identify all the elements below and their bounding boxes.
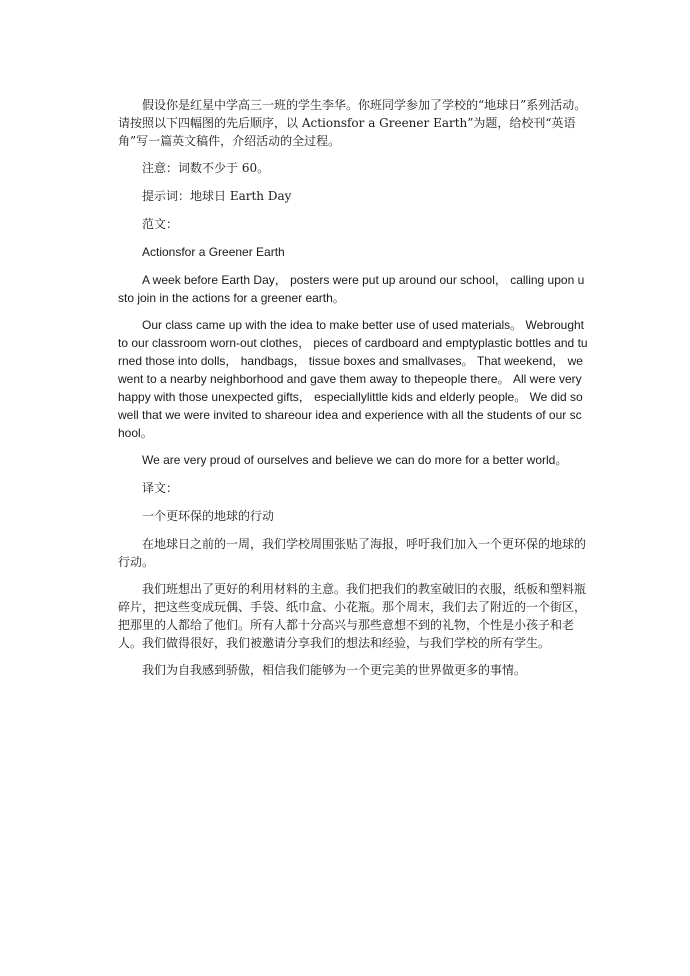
translation-title: 一个更环保的地球的行动 (142, 509, 275, 523)
model-essay-title: Actionsfor a Greener Earth (142, 245, 285, 259)
model-paragraph-3: We are very proud of ourselves and believe we can do more for a better world。 (142, 453, 568, 467)
translation-paragraph-2: 我们班想出了更好的利用材料的主意。我们把我们的教室破旧的衣服，纸板和塑料瓶碎片，把这些变成玩偶、手袋、纸巾盒、小花瓶。那个周末，我们去了附近的一个街区，把那里的人都给了他们。所有人都十分高兴与那些意想不到的礼物，个性是小孩子和老人。我们做得很好，我们被邀请分享我们的想法和经验，与我们学校的所有学生。 (118, 582, 587, 650)
translation-label: 译文： (142, 481, 179, 495)
translation-paragraph-1: 在地球日之前的一周，我们学校周围张贴了海报，呼吁我们加入一个更环保的地球的行动。 (118, 537, 587, 569)
hint-line: 提示词：地球日 Earth Day (142, 189, 292, 203)
translation-paragraph-3: 我们为自我感到骄傲，相信我们能够为一个更完美的世界做更多的事情。 (142, 663, 527, 677)
document-page (118, 96, 588, 688)
prompt-paragraph: 假设你是红星中学高三一班的学生李华。你班同学参加了学校的“地球日”系列活动。请按照以下四幅图的先后顺序，以 Actionsfor a Greener Earth”为题，给校刊“英语角”写一篇英文稿件，介绍活动的全过程。 (118, 98, 587, 148)
model-paragraph-1: A week before Earth Day， posters were put up around our school， calling upon usto join in the actions for a greener earth。 (118, 273, 585, 305)
model-essay-label: 范文： (142, 217, 179, 231)
model-paragraph-2: Our class came up with the idea to make better use of used materials。 Webrought to our classroom worn-out clothes， pieces of cardboard and emptyplastic bottles and turned those into dolls， handbags， tissue boxes and smallvases。 That weekend， we went to a nearby neighborhood and gave them away to thepeople there。 All were very happy with those unexpected gifts， especiallylittle kids and elderly people。 We did so well that we were invited to shareour idea and experience with all the students of our school。 (118, 318, 588, 440)
word-count-note: 注意：词数不少于 60。 (142, 161, 270, 175)
